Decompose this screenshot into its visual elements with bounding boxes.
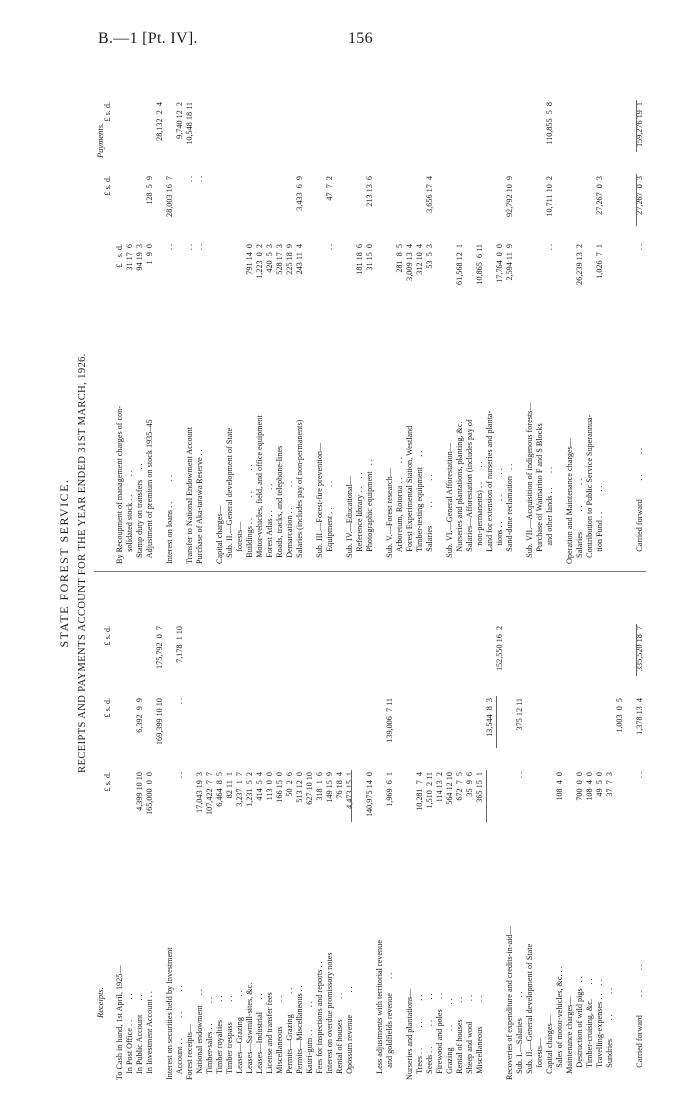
- row-label: Interest on overdue promissory notes: [325, 952, 334, 1080]
- row-label: In Investment Account . .: [145, 991, 154, 1080]
- amount-c1: 1,223 0 2: [255, 244, 264, 279]
- row-label: To Cash in hand, 1st April, 1925—: [115, 965, 124, 1080]
- amount-c1: 318 1 6: [315, 772, 324, 801]
- row-label: Arboretum, Rotorua . . . .: [395, 457, 404, 564]
- row-label: [486, 852, 496, 1080]
- amount-c1: 94 19 3: [135, 244, 144, 271]
- payments-heading-col3: £ s. d.: [103, 102, 112, 122]
- amount-c1: 420 5 3: [265, 244, 274, 273]
- row-label: Permits—Grazing . .: [285, 987, 294, 1080]
- row-label: In Public Account . .: [135, 994, 144, 1080]
- amount-c2: 28,003 16 7: [165, 176, 174, 217]
- statement-title: STATE FOREST SERVICE.: [57, 478, 71, 648]
- row-label: Reference library . . . .: [355, 472, 364, 564]
- amount-c1: 31 17 6: [125, 244, 134, 271]
- row-label: Less adjustments with territorial revenue: [375, 940, 384, 1080]
- row-label: Seeds . . . . . .: [425, 993, 434, 1080]
- row-label: [616, 314, 626, 564]
- payments-heading-col2: £ s. d.: [103, 176, 112, 196]
- row-label: License and transfer fees: [265, 992, 274, 1080]
- amount-c3: 159,276 19 1: [635, 102, 644, 148]
- payment-row: [226, 44, 236, 564]
- row-label: Motor-vehicles, field, and office equipment: [255, 415, 264, 564]
- amount-c2: 27,267 0 3: [595, 176, 604, 215]
- row-label: Leases—Grazing . .: [235, 990, 244, 1080]
- amount-c2: 1,378 13 4: [635, 698, 644, 735]
- amount-c3: 175,792 0 7: [155, 626, 164, 669]
- receipt-row: [606, 560, 616, 1080]
- row-label: Roads, tracks, and telephone-lines: [275, 445, 284, 564]
- row-label: Miscellaneous . .: [275, 995, 284, 1080]
- row-label: Transfer to National Endowment Account: [185, 426, 194, 564]
- row-label: and goldfields revenue . .: [385, 972, 394, 1080]
- row-label: tion Fund . . . .: [595, 485, 604, 564]
- row-label: Timber-sales . . . .: [205, 996, 214, 1080]
- amount-c2: 13,544 8 3: [485, 698, 494, 737]
- row-label: Leases—Sawmill-sites, &c.: [245, 982, 254, 1080]
- row-label: Timber trespass . .: [225, 995, 234, 1080]
- receipts-subtotal-rule: [496, 696, 497, 748]
- row-label: Destruction of wild pigs . .: [575, 976, 584, 1080]
- row-label: forests—: [535, 1037, 544, 1080]
- receipts-total-rule: [636, 624, 637, 676]
- row-label: Timber-testing equipment . .: [415, 450, 424, 564]
- receipts-heading-col3: £ s. d.: [103, 626, 112, 646]
- payment-row: [296, 44, 306, 564]
- amount-c1: 113 0 0: [265, 772, 274, 801]
- amount-c1: 181 18 6: [355, 244, 364, 275]
- receipt-row: [386, 560, 396, 1080]
- amount-c1: 6,464 8 5: [215, 772, 224, 807]
- amount-c1: 700 0 0: [575, 772, 584, 801]
- report-reference: B.—1 [Pt. IV].: [98, 30, 198, 47]
- amount-c1: 114 13 2: [435, 772, 444, 803]
- row-label: Rental of houses . .: [335, 992, 344, 1080]
- amount-c1: . .: [515, 772, 524, 779]
- amount-c2: . .: [195, 176, 204, 183]
- row-label: Firewood and poles . .: [435, 992, 444, 1080]
- row-label: Sub. II.—General development of State: [525, 943, 534, 1080]
- row-label: Recoveries of expenditure and credits-in-aid—: [505, 926, 514, 1080]
- amount-c2: 375 12 11: [515, 698, 524, 731]
- payment-row: [616, 44, 626, 564]
- row-label: Sand-dune reclamation . .: [505, 463, 514, 564]
- amount-c1: 108 4 0: [585, 772, 594, 801]
- payment-row: [506, 44, 516, 564]
- amount-c1: . .: [175, 772, 184, 779]
- row-label: Purchase of Waimarino F and S Blocks: [535, 423, 544, 564]
- amount-c1: 149 15 9: [325, 772, 334, 803]
- amount-c3: 110,855 5 8: [545, 102, 554, 145]
- row-label: Sheep and wool . .: [465, 994, 474, 1080]
- amount-c1: 50 2 6: [285, 772, 294, 797]
- receipts-subtotal-rule: [351, 770, 352, 822]
- row-label: Forest Atlas . . . .: [265, 483, 274, 564]
- receipt-row: [636, 560, 646, 1080]
- payment-row: [206, 44, 216, 564]
- amount-c1: . .: [325, 244, 334, 251]
- amount-c3: 7,178 1 10: [175, 626, 184, 663]
- amount-c1: 1 9 0: [145, 244, 154, 265]
- amount-c1: . .: [635, 244, 644, 251]
- amount-c2: 128 5 9: [145, 176, 154, 205]
- row-label: Opossum revenue . .: [345, 986, 354, 1080]
- row-label: Sub. V.—Forest research—: [385, 468, 394, 564]
- amount-c1: 35 9 6: [465, 772, 474, 797]
- amount-c1: 61,568 12 1: [455, 244, 464, 285]
- row-label: Sundries . . . .: [605, 987, 614, 1080]
- amount-c1: . .: [545, 244, 554, 251]
- amount-c1: 312 10 4: [415, 244, 424, 275]
- payment-row: [606, 44, 616, 564]
- row-label: Purchase of Aka-tarawa Reserve . .: [195, 449, 204, 564]
- row-label: National endowment . .: [195, 989, 204, 1080]
- statement-subtitle: RECEIPTS AND PAYMENTS ACCOUNT FOR THE YEAR ENDED 31ST MARCH, 1926.: [77, 353, 88, 773]
- receipt-row: [176, 560, 186, 1080]
- row-label: Adjustment of premium on stock 1935–45: [145, 419, 154, 564]
- amount-c2: 10,711 10 2: [545, 176, 554, 217]
- amount-c1: 10,865 6 11: [475, 244, 484, 285]
- amount-c1: 528 17 3: [275, 244, 284, 275]
- amount-c1: 1,510 2 11: [425, 772, 434, 809]
- row-label: Operation and Maintenance charges—: [565, 437, 574, 564]
- row-label: Equipment . . . .: [325, 480, 334, 564]
- row-label: Contribution to Public Service Superannua-: [585, 414, 594, 564]
- amount-c2: 3,433 6 9: [295, 176, 304, 211]
- amount-c1: 166 15 0: [275, 772, 284, 803]
- amount-c1: 26,239 13 2: [575, 244, 584, 285]
- row-label: Salaries . . . .: [425, 474, 434, 564]
- amount-c2: 169,399 10 10: [155, 698, 164, 746]
- receipt-row: [526, 560, 536, 1080]
- amount-c3: 28,132 2 4: [155, 102, 164, 141]
- row-label: Leases—Industrial . .: [255, 993, 264, 1080]
- row-label: non-permanents) . . . .: [475, 461, 484, 564]
- row-label: Carried forward . . . .: [635, 964, 644, 1080]
- row-label: Interest on loans . . . .: [165, 475, 174, 564]
- row-label: Permits—Miscellaneous . .: [295, 985, 304, 1080]
- amount-c1: 76 18 4: [335, 772, 344, 799]
- row-label: solidated stock . . . .: [125, 470, 134, 564]
- row-label: By Recoupment of management charges of con-: [115, 405, 124, 564]
- row-label: Trees . . . . . .: [415, 994, 424, 1080]
- amount-c1: 365 15 1: [475, 772, 484, 803]
- row-label: Demarcation . . . .: [285, 480, 294, 564]
- payments-section-label: Payments.: [95, 122, 105, 158]
- payment-row: [596, 44, 606, 564]
- amount-c3: 10,548 18 11: [185, 102, 194, 145]
- page-number: 156: [348, 30, 373, 47]
- amount-c2: 139,006 7 11: [385, 698, 394, 743]
- receipt-row: [536, 560, 546, 1080]
- amount-c1: 243 11 4: [295, 244, 304, 275]
- row-label: Account . . . . . .: [175, 985, 184, 1080]
- amount-c1: 140,975 14 0: [365, 772, 374, 818]
- amount-c1: 1,026 7 1: [595, 244, 604, 279]
- row-label: Buildings . . . . . .: [245, 464, 254, 564]
- amount-c2: . .: [175, 698, 184, 705]
- row-label: Forest Experimental Station, Westland: [405, 425, 414, 564]
- row-label: Capital charges—: [215, 505, 224, 564]
- row-label: Sub. VI.—General Afforestation—: [445, 443, 454, 564]
- amount-c3: 152,550 16 2: [495, 626, 504, 672]
- payment-row: [426, 44, 436, 564]
- amount-c1: 281 8 5: [395, 244, 404, 273]
- amount-c1: 165,000 0 0: [145, 772, 154, 815]
- row-label: Sub. II.—General development of State: [225, 427, 234, 564]
- amount-c3: 335,520 18 7: [635, 626, 644, 672]
- row-label: Travelling-expenses . . . .: [595, 979, 604, 1080]
- amount-c1: 1,969 6 1: [385, 772, 394, 807]
- amount-c2: 27,267 0 3: [635, 176, 644, 215]
- amount-c3: 9,740 12 2: [175, 102, 184, 139]
- row-label: Salaries (includes pay of non-permanents): [295, 419, 304, 564]
- row-label: Forest receipts—: [185, 1023, 194, 1080]
- amount-c1: . .: [185, 244, 194, 251]
- row-label: Kauri-gum . . . .: [305, 1001, 314, 1080]
- amount-c1: 3,009 13 4: [405, 244, 414, 281]
- amount-c2: 1,003 0 5: [615, 698, 624, 733]
- amount-c1: 414 5 4: [255, 772, 264, 801]
- amount-c1: 1,231 5 2: [245, 772, 254, 807]
- payments-total-rule: [636, 174, 637, 226]
- amount-c2: 92,792 10 9: [505, 176, 514, 217]
- row-label: and other lands . . . .: [545, 466, 554, 564]
- amount-c1: 791 14 0: [245, 244, 254, 275]
- amount-c2: 47 7 2: [325, 176, 334, 201]
- row-label: Photographic equipment . .: [365, 459, 374, 564]
- amount-c1: 31 15 0: [365, 244, 374, 271]
- row-label: Rental of houses . .: [455, 996, 464, 1080]
- amount-c1: 108 4 0: [555, 772, 564, 801]
- row-label: Land for extension of nurseries and planta-: [485, 410, 494, 564]
- row-label: [606, 314, 616, 564]
- row-label: Sub. VII.—Acquisition of indigenous forests—: [525, 402, 534, 564]
- row-label: forests—: [235, 521, 244, 564]
- payments-total-rule: [636, 100, 637, 152]
- row-label: Maintenance charges—: [565, 996, 574, 1080]
- row-label: Interest on securities held by Investment: [165, 947, 174, 1080]
- payment-row: [636, 44, 646, 564]
- receipts-section-label: Receipts.: [95, 987, 105, 1018]
- amount-c1: £ s. d.: [115, 244, 124, 268]
- payment-row: [326, 44, 336, 564]
- amount-c1: 10,281 7 4: [415, 772, 424, 811]
- amount-c1: 4,399 10 10: [135, 772, 144, 811]
- row-label: Salaries—Afforestation (includes pay of: [465, 419, 474, 564]
- row-label: Capital charges—: [545, 1015, 554, 1080]
- receipts-subtotal-rule: [486, 770, 487, 822]
- receipt-row: [616, 560, 626, 1080]
- amount-c1: 225 18 9: [285, 244, 294, 275]
- amount-c1: 513 12 0: [295, 772, 304, 803]
- amount-c1: 4,473 15 1: [345, 772, 354, 809]
- row-label: Timber-cruising, &c. . .: [585, 978, 594, 1080]
- row-label: Sub. I.—Salaries . .: [515, 991, 524, 1080]
- amount-c1: 2,594 11 9: [505, 244, 514, 281]
- amount-c1: . .: [635, 772, 644, 779]
- amount-c1: . .: [165, 244, 174, 251]
- row-label: In Post Office . . . .: [125, 993, 134, 1080]
- row-label: Timber royalties . .: [215, 995, 224, 1080]
- amount-c1: 17,764 0 0: [495, 244, 504, 283]
- rotated-ledger-page: [58, 38, 658, 1088]
- row-label: Miscellaneous . .: [475, 995, 484, 1080]
- row-label: [356, 852, 366, 1080]
- row-label: Carried forward . . . .: [635, 448, 644, 564]
- amount-c2: 6,392 9 9: [135, 698, 144, 733]
- row-label: Grazing . . . .: [445, 998, 454, 1080]
- amount-c1: 672 7 5: [455, 772, 464, 801]
- row-label: Nurseries and plantations, planting, &c.: [455, 421, 464, 564]
- row-label: Sub. III.—Forest-fire prevention—: [315, 442, 324, 564]
- payment-row: [366, 44, 376, 564]
- row-label: Sales of motor-vehicles, &c. . .: [555, 966, 564, 1080]
- row-label: tions . . . . . .: [495, 468, 504, 564]
- receipt-row: [356, 560, 366, 1080]
- receipts-heading-col1: £ s. d.: [103, 772, 112, 792]
- amount-c1: 37 7 3: [605, 772, 614, 797]
- amount-c1: 82 11 1: [225, 772, 234, 799]
- row-label: [616, 852, 626, 1080]
- amount-c1: 17,043 19 3: [195, 772, 204, 813]
- amount-c2: 3,656 17 4: [425, 176, 434, 213]
- row-label: Sub. IV.—Educational—: [345, 475, 354, 564]
- amount-c1: 3,237 1 7: [235, 772, 244, 807]
- row-label: Nurseries and plantations—: [405, 988, 414, 1080]
- amount-c1: 107,422 7 7: [205, 772, 214, 815]
- amount-c2: . .: [185, 176, 194, 183]
- amount-c1: 53 5 3: [425, 244, 434, 269]
- receipts-heading-col2: £ s. d.: [103, 698, 112, 718]
- amount-c1: 627 10 10: [305, 772, 314, 805]
- row-label: Stamp duty on transfers . .: [135, 463, 144, 564]
- row-label: Fees for inspections and reports . .: [315, 961, 324, 1080]
- payment-row: [196, 44, 206, 564]
- row-label: Salaries . . . .: [575, 478, 584, 564]
- receipt-row: [476, 560, 486, 1080]
- amount-c2: 213 13 6: [365, 176, 374, 207]
- amount-c1: 564 12 10: [445, 772, 454, 805]
- amount-c1: 49 5 0: [595, 772, 604, 797]
- payment-row: [546, 44, 556, 564]
- amount-c1: . .: [195, 244, 204, 251]
